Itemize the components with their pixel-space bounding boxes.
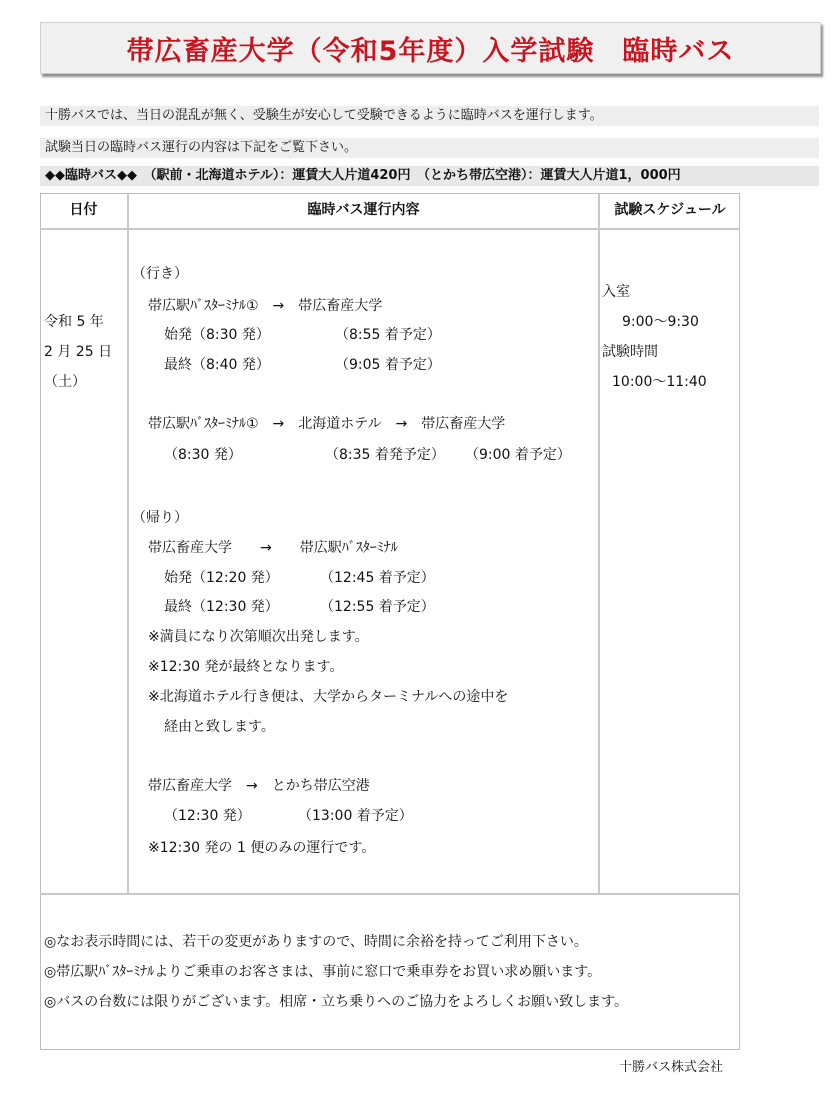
inbound-first-arr: （12:45 着予定）: [320, 570, 435, 586]
outbound-hotel-stop: （8:35 着発予定）: [325, 447, 445, 463]
inbound-last-arr: （12:55 着予定）: [320, 599, 435, 615]
outbound-last-arr: （9:05 着予定）: [335, 357, 441, 373]
table-divider: [598, 193, 600, 893]
schedule-entry-label: 入室: [602, 284, 630, 300]
schedule-exam-label: 試験時間: [602, 344, 658, 360]
header-bus: 臨時バス運行内容: [307, 202, 420, 218]
date-day: 2 月 25 日: [44, 344, 113, 360]
date-year: 令和 5 年: [44, 314, 104, 330]
outbound-label: （行き）: [132, 266, 188, 282]
airport-arr: （13:00 着予定）: [298, 808, 413, 824]
footer-note: ◎バスの台数には限りがございます。相席・立ち乗りへのご協力をよろしくお願い致します。: [44, 994, 628, 1010]
intro-line: 十勝バスでは、当日の混乱が無く、受験生が安心して受験できるように臨時バスを運行します。: [40, 106, 819, 126]
footer-note: ◎なお表示時間には、若干の変更がありますので、時間に余裕を持ってご利用下さい。: [44, 934, 588, 950]
outbound-last-dep: 最終（8:40 発）: [164, 357, 270, 373]
airport-note: ※12:30 発の 1 便のみの運行です。: [148, 840, 376, 856]
outbound-route-hotel: 帯広駅ﾊﾞｽﾀｰﾐﾅﾙ① → 北海道ホテル → 帯広畜産大学: [148, 416, 506, 432]
header-date: 日付: [69, 202, 98, 218]
page-title: 帯広畜産大学（令和5年度）入学試験 臨時バス: [126, 35, 735, 67]
inbound-note: ※12:30 発が最終となります。: [148, 659, 344, 675]
inbound-note: ※満員になり次第順次出発します。: [148, 629, 369, 645]
schedule-exam-time: 10:00〜11:40: [612, 374, 707, 390]
title-banner: [40, 22, 821, 74]
table-divider: [40, 893, 740, 895]
company-name: 十勝バス株式会社: [618, 1060, 723, 1075]
inbound-first-dep: 始発（12:20 発）: [164, 570, 279, 586]
table-divider: [127, 193, 129, 893]
date-weekday: （土）: [44, 374, 86, 390]
inbound-note: ※北海道ホテル行き便は、大学からターミナルへの途中を: [148, 689, 509, 705]
fare-line: ◆◆臨時バス◆◆ （駅前・北海道ホテル）：運賃大人片道420円 （とかち帯広空港）：運賃大人片道1，000円: [40, 166, 819, 186]
outbound-hotel-dep: （8:30 発）: [164, 447, 242, 463]
inbound-note: 経由と致します。: [164, 719, 275, 735]
intro-line: 試験当日の臨時バス運行の内容は下記をご覧下さい。: [40, 138, 819, 158]
schedule-entry-time: 9:00〜9:30: [622, 314, 699, 330]
airport-route: 帯広畜産大学 → とかち帯広空港: [148, 778, 370, 794]
outbound-first-arr: （8:55 着予定）: [335, 327, 441, 343]
outbound-first-dep: 始発（8:30 発）: [164, 327, 270, 343]
header-exam: 試験スケジュール: [614, 202, 726, 218]
inbound-route: 帯広畜産大学 → 帯広駅ﾊﾞｽﾀｰﾐﾅﾙ: [148, 540, 398, 556]
inbound-label: （帰り）: [132, 510, 188, 526]
footer-note: ◎帯広駅ﾊﾞｽﾀｰﾐﾅﾙよりご乗車のお客さまは、事前に窓口で乗車券をお買い求め願います。: [44, 964, 602, 980]
outbound-route: 帯広駅ﾊﾞｽﾀｰﾐﾅﾙ① → 帯広畜産大学: [148, 298, 383, 314]
airport-dep: （12:30 発）: [164, 808, 251, 824]
table-divider: [40, 228, 740, 230]
inbound-last-dep: 最終（12:30 発）: [164, 599, 279, 615]
outbound-hotel-arr: （9:00 着予定）: [465, 447, 571, 463]
